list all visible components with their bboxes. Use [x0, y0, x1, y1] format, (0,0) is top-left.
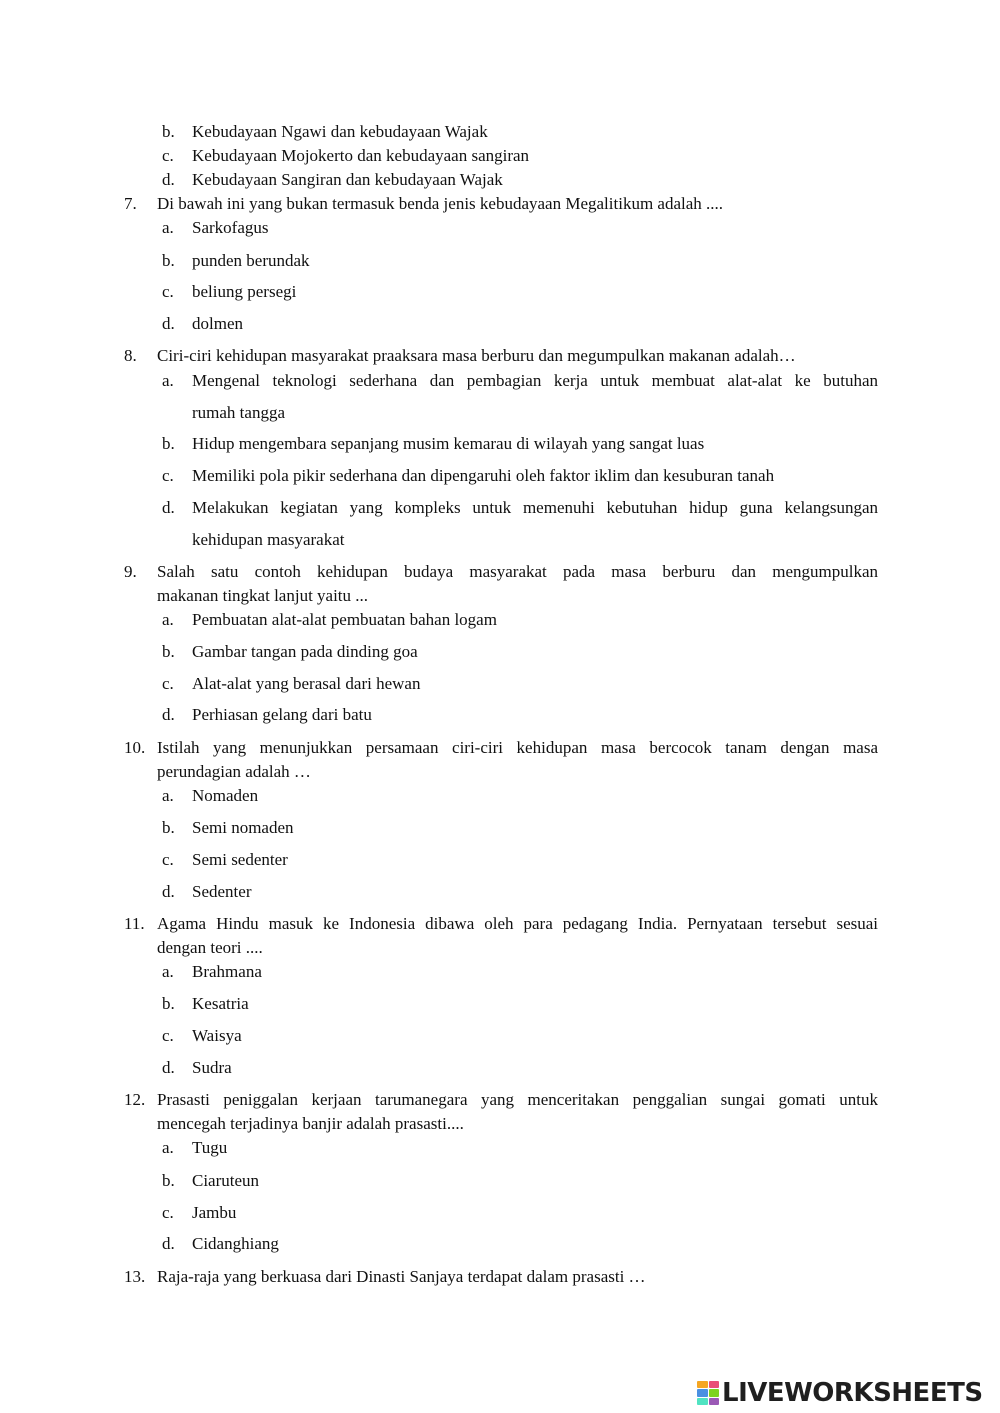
- liveworksheets-logo-icon: [697, 1381, 719, 1405]
- option-text: beliung persegi: [192, 282, 297, 301]
- option-letter: a.: [162, 610, 174, 629]
- option-text: Perhiasan gelang dari batu: [192, 705, 372, 724]
- logo-mark-square: [697, 1381, 708, 1388]
- option-text-continued: kehidupan masyarakat: [192, 530, 345, 549]
- option-letter: b.: [162, 434, 175, 453]
- option-letter: a.: [162, 786, 174, 805]
- question-number: 7.: [124, 194, 137, 213]
- question-number: 11.: [124, 914, 145, 933]
- option-text: Kebudayaan Sangiran dan kebudayaan Wajak: [192, 170, 503, 189]
- option-text: Semi sedenter: [192, 850, 288, 869]
- question-text: Di bawah ini yang bukan termasuk benda jenis kebudayaan Megalitikum adalah ....: [157, 194, 724, 213]
- option-text: Hidup mengembara sepanjang musim kemarau di wilayah yang sangat luas: [192, 434, 705, 453]
- logo-mark-square: [709, 1381, 720, 1388]
- question-number: 13.: [124, 1267, 146, 1286]
- option-letter: c.: [162, 466, 174, 485]
- logo-mark-square: [697, 1398, 708, 1405]
- option-text: Sedenter: [192, 882, 252, 901]
- option-text: Kebudayaan Mojokerto dan kebudayaan sangiran: [192, 146, 530, 165]
- question-text: Salah satu contoh kehidupan budaya masyarakat pada masa berburu dan mengumpulkan: [157, 562, 878, 581]
- question-number: 12.: [124, 1090, 146, 1109]
- option-text: Waisya: [192, 1026, 242, 1045]
- question-text: Agama Hindu masuk ke Indonesia dibawa oleh para pedagang India. Pernyataan tersebut sesuai: [157, 914, 878, 933]
- option-text: Kesatria: [192, 994, 249, 1013]
- option-text: Kebudayaan Ngawi dan kebudayaan Wajak: [192, 122, 488, 141]
- question-number: 10.: [124, 738, 146, 757]
- liveworksheets-logo-text: LIVEWORKSHEETS: [722, 1378, 983, 1408]
- option-text: Semi nomaden: [192, 818, 294, 837]
- option-text: Cidanghiang: [192, 1234, 279, 1253]
- option-letter: b.: [162, 818, 175, 837]
- question-text: Istilah yang menunjukkan persamaan ciri-ciri kehidupan masa bercocok tanam dengan masa: [157, 738, 878, 757]
- question-text-continued: dengan teori ....: [157, 938, 263, 957]
- option-letter: d.: [162, 705, 175, 724]
- question-text-continued: mencegah terjadinya banjir adalah prasasti....: [157, 1114, 464, 1133]
- option-text: dolmen: [192, 314, 243, 333]
- option-letter: c.: [162, 850, 174, 869]
- option-text: Gambar tangan pada dinding goa: [192, 642, 418, 661]
- option-letter: c.: [162, 1203, 174, 1222]
- option-text: Alat-alat yang berasal dari hewan: [192, 674, 421, 693]
- option-letter: b.: [162, 122, 175, 141]
- option-text: Sudra: [192, 1058, 232, 1077]
- option-text: Ciaruteun: [192, 1171, 260, 1190]
- option-text: Sarkofagus: [192, 218, 269, 237]
- option-text: Mengenal teknologi sederhana dan pembagian kerja untuk membuat alat-alat ke butuhan: [192, 371, 878, 390]
- question-text: Raja-raja yang berkuasa dari Dinasti Sanjaya terdapat dalam prasasti …: [157, 1267, 646, 1286]
- option-letter: b.: [162, 1171, 175, 1190]
- option-letter: b.: [162, 251, 175, 270]
- option-text: Tugu: [192, 1138, 228, 1157]
- option-letter: d.: [162, 882, 175, 901]
- option-letter: d.: [162, 170, 175, 189]
- question-text-continued: perundagian adalah …: [157, 762, 311, 781]
- logo-mark-square: [709, 1389, 720, 1396]
- option-letter: c.: [162, 1026, 174, 1045]
- option-letter: d.: [162, 1234, 175, 1253]
- liveworksheets-logo[interactable]: [697, 1378, 983, 1408]
- option-letter: c.: [162, 674, 174, 693]
- question-text: Ciri-ciri kehidupan masyarakat praaksara masa berburu dan megumpulkan makanan adalah…: [157, 346, 796, 365]
- option-letter: a.: [162, 218, 174, 237]
- option-text: Pembuatan alat-alat pembuatan bahan logam: [192, 610, 497, 629]
- option-letter: d.: [162, 314, 175, 333]
- option-text: punden berundak: [192, 251, 310, 270]
- option-letter: c.: [162, 282, 174, 301]
- question-number: 8.: [124, 346, 137, 365]
- option-letter: b.: [162, 994, 175, 1013]
- option-text: Jambu: [192, 1203, 237, 1222]
- logo-mark-square: [697, 1389, 708, 1396]
- option-text: Brahmana: [192, 962, 262, 981]
- logo-mark-square: [709, 1398, 720, 1405]
- option-letter: d.: [162, 1058, 175, 1077]
- question-text-continued: makanan tingkat lanjut yaitu ...: [157, 586, 369, 605]
- option-text: Nomaden: [192, 786, 259, 805]
- option-letter: b.: [162, 642, 175, 661]
- option-text-continued: rumah tangga: [192, 403, 285, 422]
- question-number: 9.: [124, 562, 137, 581]
- option-text: Memiliki pola pikir sederhana dan dipengaruhi oleh faktor iklim dan kesuburan tanah: [192, 466, 775, 485]
- option-letter: c.: [162, 146, 174, 165]
- question-text: Prasasti peniggalan kerjaan tarumanegara yang menceritakan penggalian sungai gomati untuk: [157, 1090, 878, 1109]
- option-letter: d.: [162, 498, 175, 517]
- option-letter: a.: [162, 962, 174, 981]
- option-text: Melakukan kegiatan yang kompleks untuk memenuhi kebutuhan hidup guna kelangsungan: [192, 498, 878, 517]
- option-letter: a.: [162, 371, 174, 390]
- option-letter: a.: [162, 1138, 174, 1157]
